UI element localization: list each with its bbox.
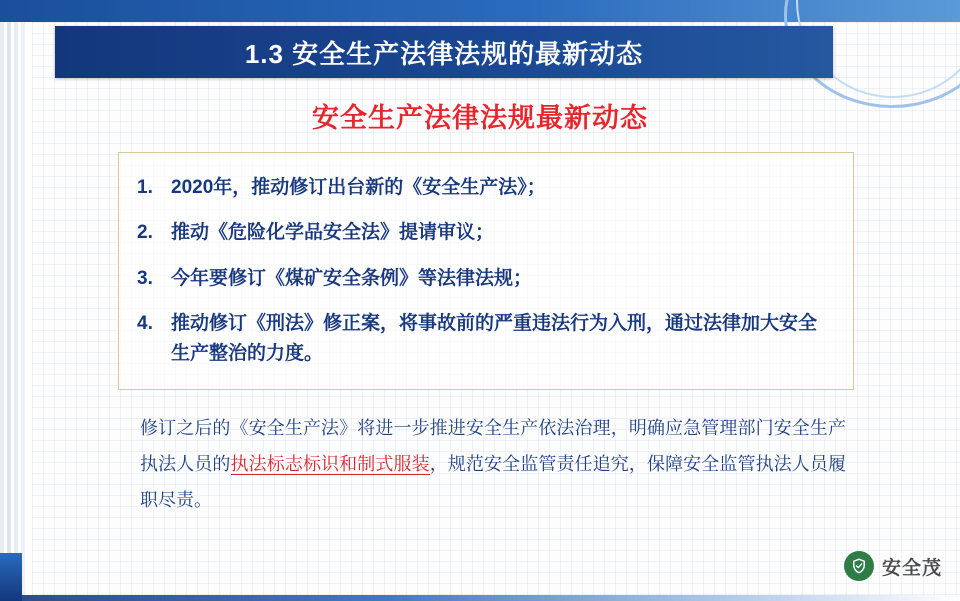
body-paragraph: [140, 410, 846, 518]
paragraph-highlight: 执法标志标识和制式服装: [230, 454, 430, 474]
list-item-text: 2020年，推动修订出台新的《安全生产法》；: [171, 177, 546, 198]
page-title: 1.3 安全生产法律法规的最新动态: [244, 38, 644, 69]
shield-icon: [844, 551, 874, 581]
list-item: [137, 264, 829, 293]
list-item-number: 1.: [137, 177, 153, 198]
list-item-number: 3.: [137, 267, 153, 289]
list-item-number: 4.: [137, 313, 153, 335]
list-item-text: 今年要修订《煤矿安全条例》等法律法规；: [171, 267, 533, 289]
bottom-left-tab-decoration: [0, 553, 22, 601]
list-item-text: 推动《危险化学品安全法》提请审议；: [171, 222, 495, 244]
paragraph-part-1: 修订之后的《安全生产法》将进一步推进安全生产依法治理，明确应急管理部门安全生产执法人员的: [140, 418, 846, 474]
list-item: [137, 218, 829, 247]
paragraph-part-2: ，规范安全监管责任追究，保障安全监管执法人员履职尽责。: [140, 454, 847, 510]
list-item-number: 2.: [137, 222, 153, 244]
list-item-text: 推动修订《刑法》修正案，将事故前的严重违法行为入刑，通过法律加大安全生产整治的力度。: [171, 313, 818, 364]
list-item: [137, 309, 829, 368]
left-stripe-decoration: [0, 0, 32, 601]
watermark: [844, 551, 942, 581]
bottom-strip-decoration: [0, 595, 960, 601]
list-item: [137, 173, 829, 202]
slide-subtitle: 安全生产法律法规最新动态: [312, 103, 648, 133]
watermark-text: 安全茂: [881, 557, 942, 579]
content-box: [118, 152, 854, 390]
slide-title-bar: [55, 26, 833, 78]
